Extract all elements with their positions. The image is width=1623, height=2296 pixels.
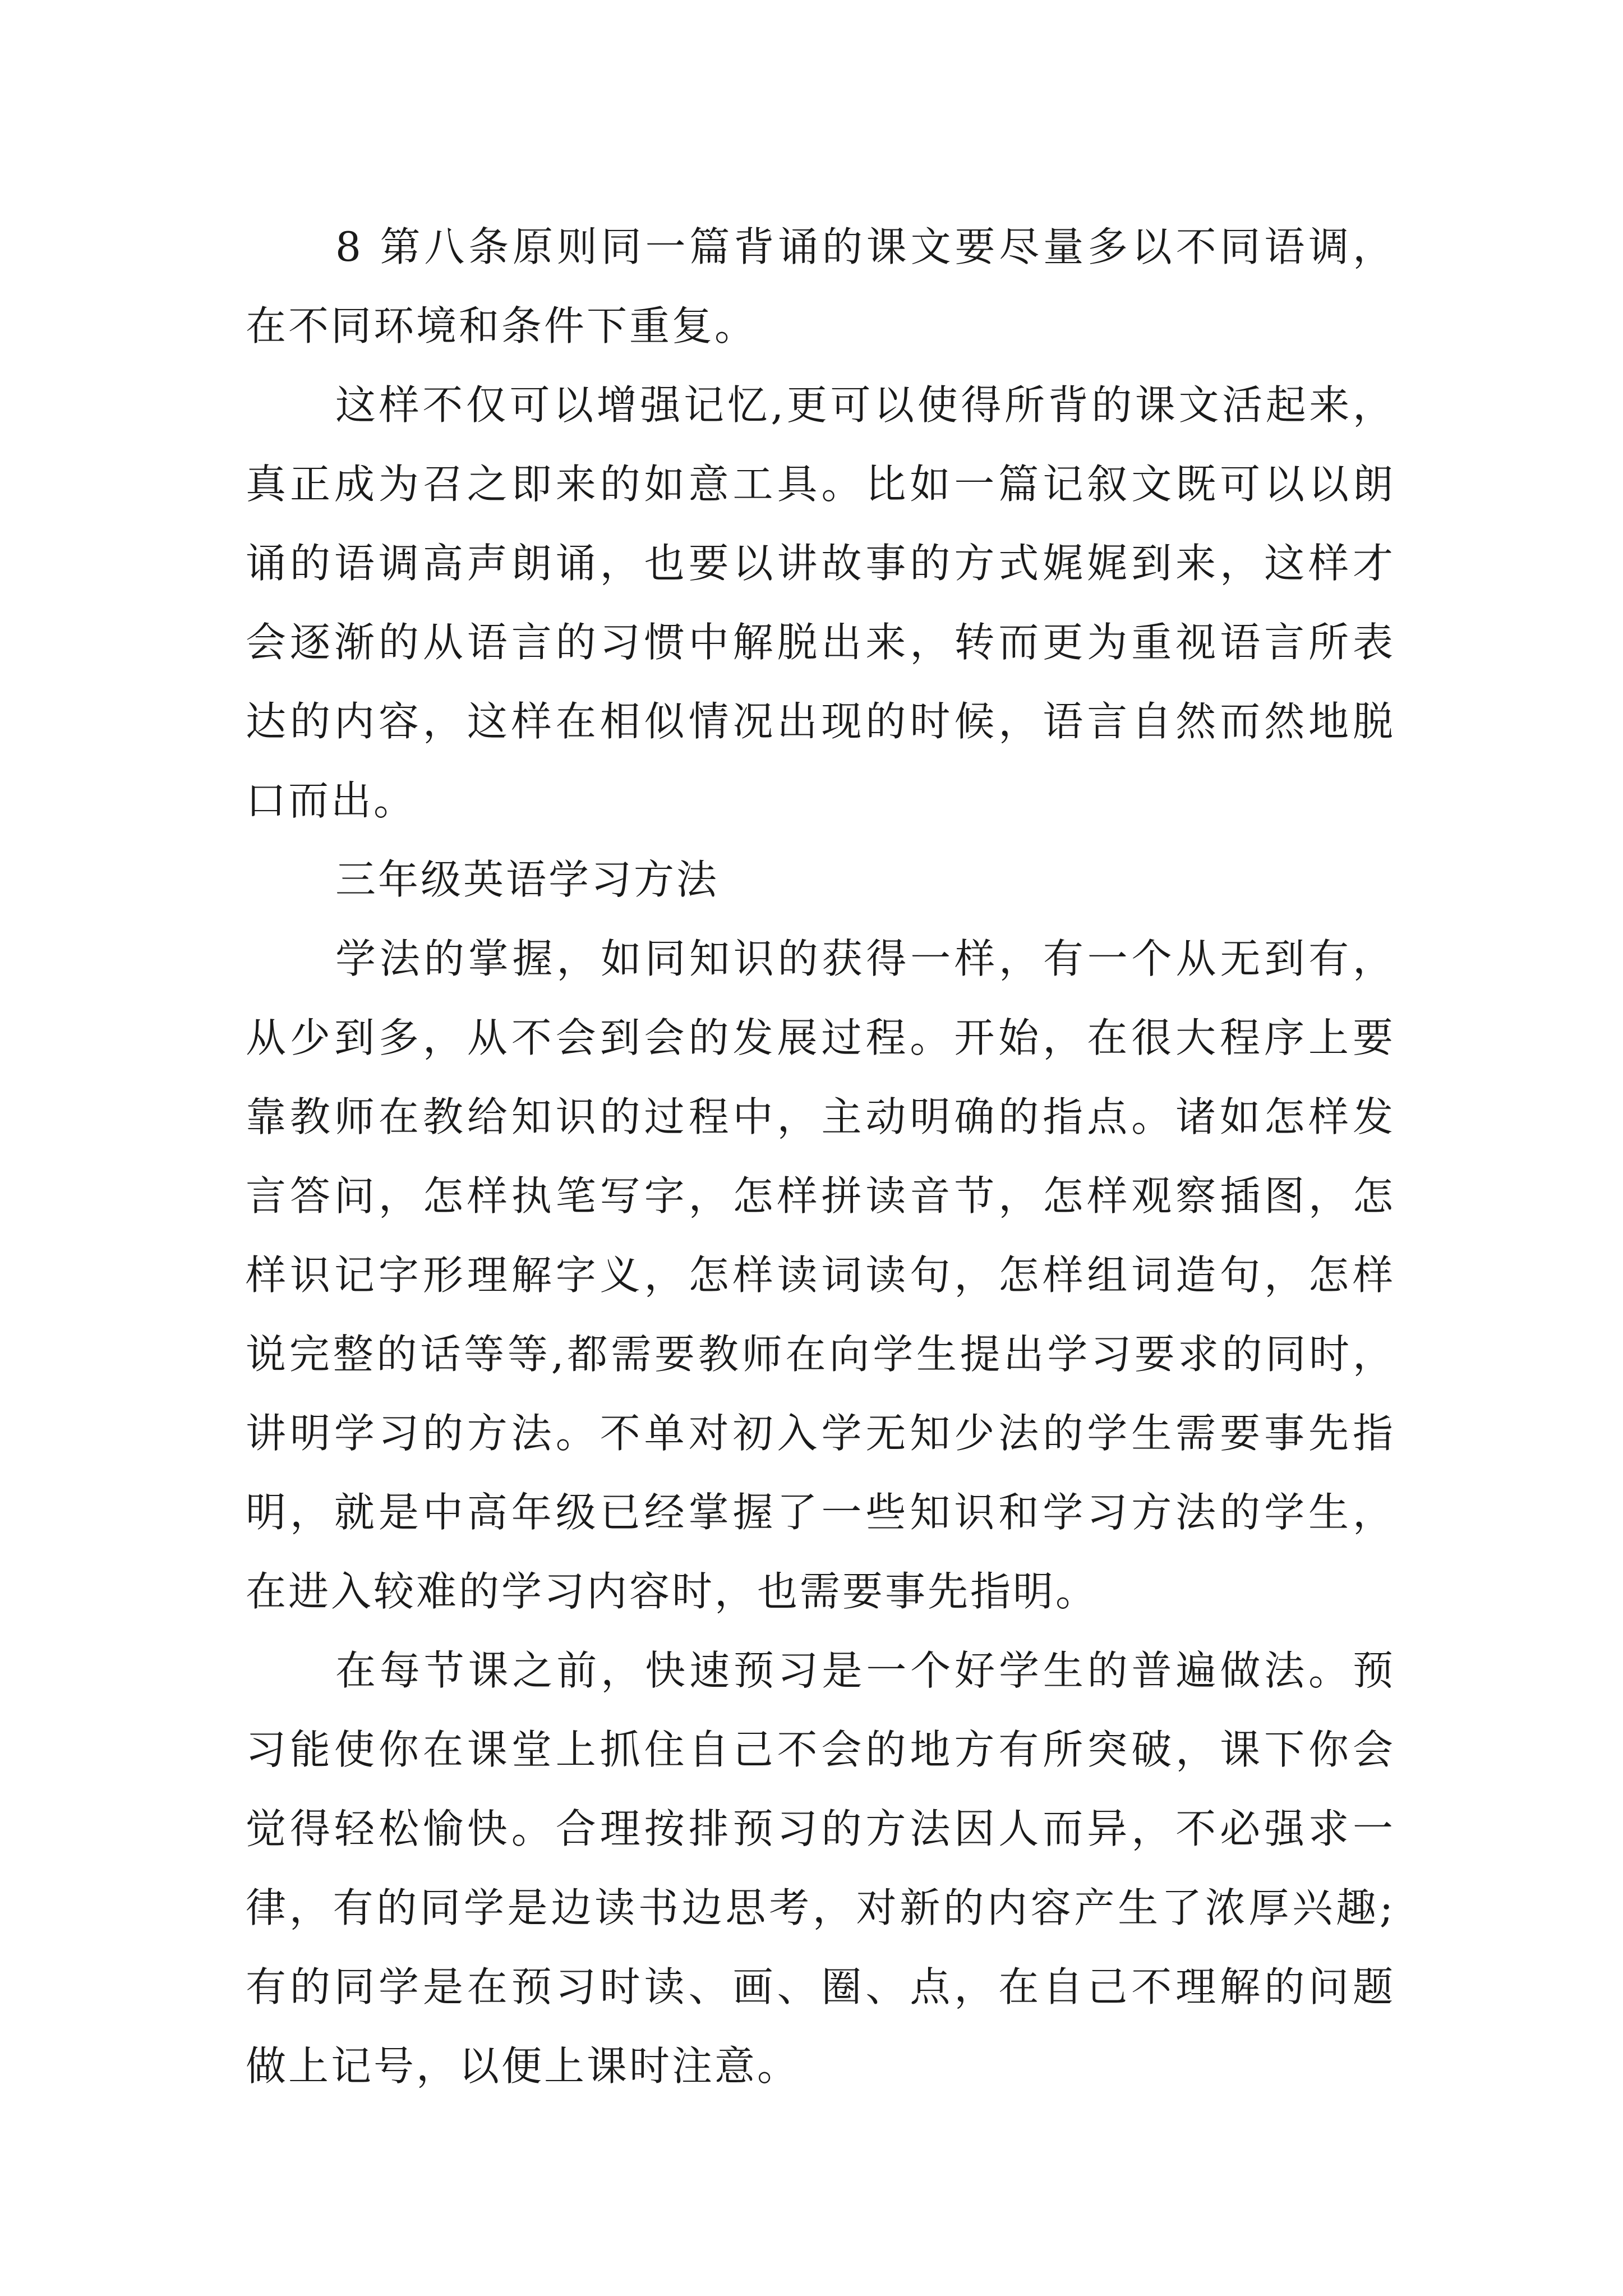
paragraph-principle-eight: 8 第八条原则同一篇背诵的课文要尽量多以不同语调，在不同环境和条件下重复。 — [246, 223, 1395, 349]
paragraph-preview: 在每节课之前，快速预习是一个好学生的普遍做法。预习能使你在课堂上抓住自己不会的地方有所突破，课下你会觉得轻松愉快。合理按排预习的方法因人而异，不必强求一律，有的同学是边读书边思考，对新的内容产生了浓厚兴趣;有的同学是在预习时读、画、圈、点，在自己不理解的问题做上记号，以便上课时注意。 — [246, 1647, 1395, 2090]
section-heading: 三年级英语学习方法 — [335, 856, 720, 903]
document-body — [246, 208, 1395, 2106]
paragraph-recitation-benefit: 这样不仅可以增强记忆,更可以使得所背的课文活起来，真正成为召之即来的如意工具。比如一篇记叙文既可以以朗诵的语调高声朗诵，也要以讲故事的方式娓娓到来，这样才会逐渐的从语言的习惯中解脱出来，转而更为重视语言所表达的内容，这样在相似情况出现的时候，语言自然而然地脱口而出。 — [246, 381, 1395, 824]
paragraph-learning-method: 学法的掌握，如同知识的获得一样，有一个从无到有，从少到多，从不会到会的发展过程。开始，在很大程序上要靠教师在教给知识的过程中，主动明确的指点。诸如怎样发言答问，怎样执笔写字，怎样拼读音节，怎样观察插图，怎样识记字形理解字义，怎样读词读句，怎样组词造句，怎样说完整的话等等,都需要教师在向学生提出学习要求的同时，讲明学习的方法。不单对初入学无知少法的学生需要事先指明，就是中高年级已经掌握了一些知识和学习方法的学生，在进入较难的学习内容时，也需要事先指明。 — [246, 935, 1395, 1615]
